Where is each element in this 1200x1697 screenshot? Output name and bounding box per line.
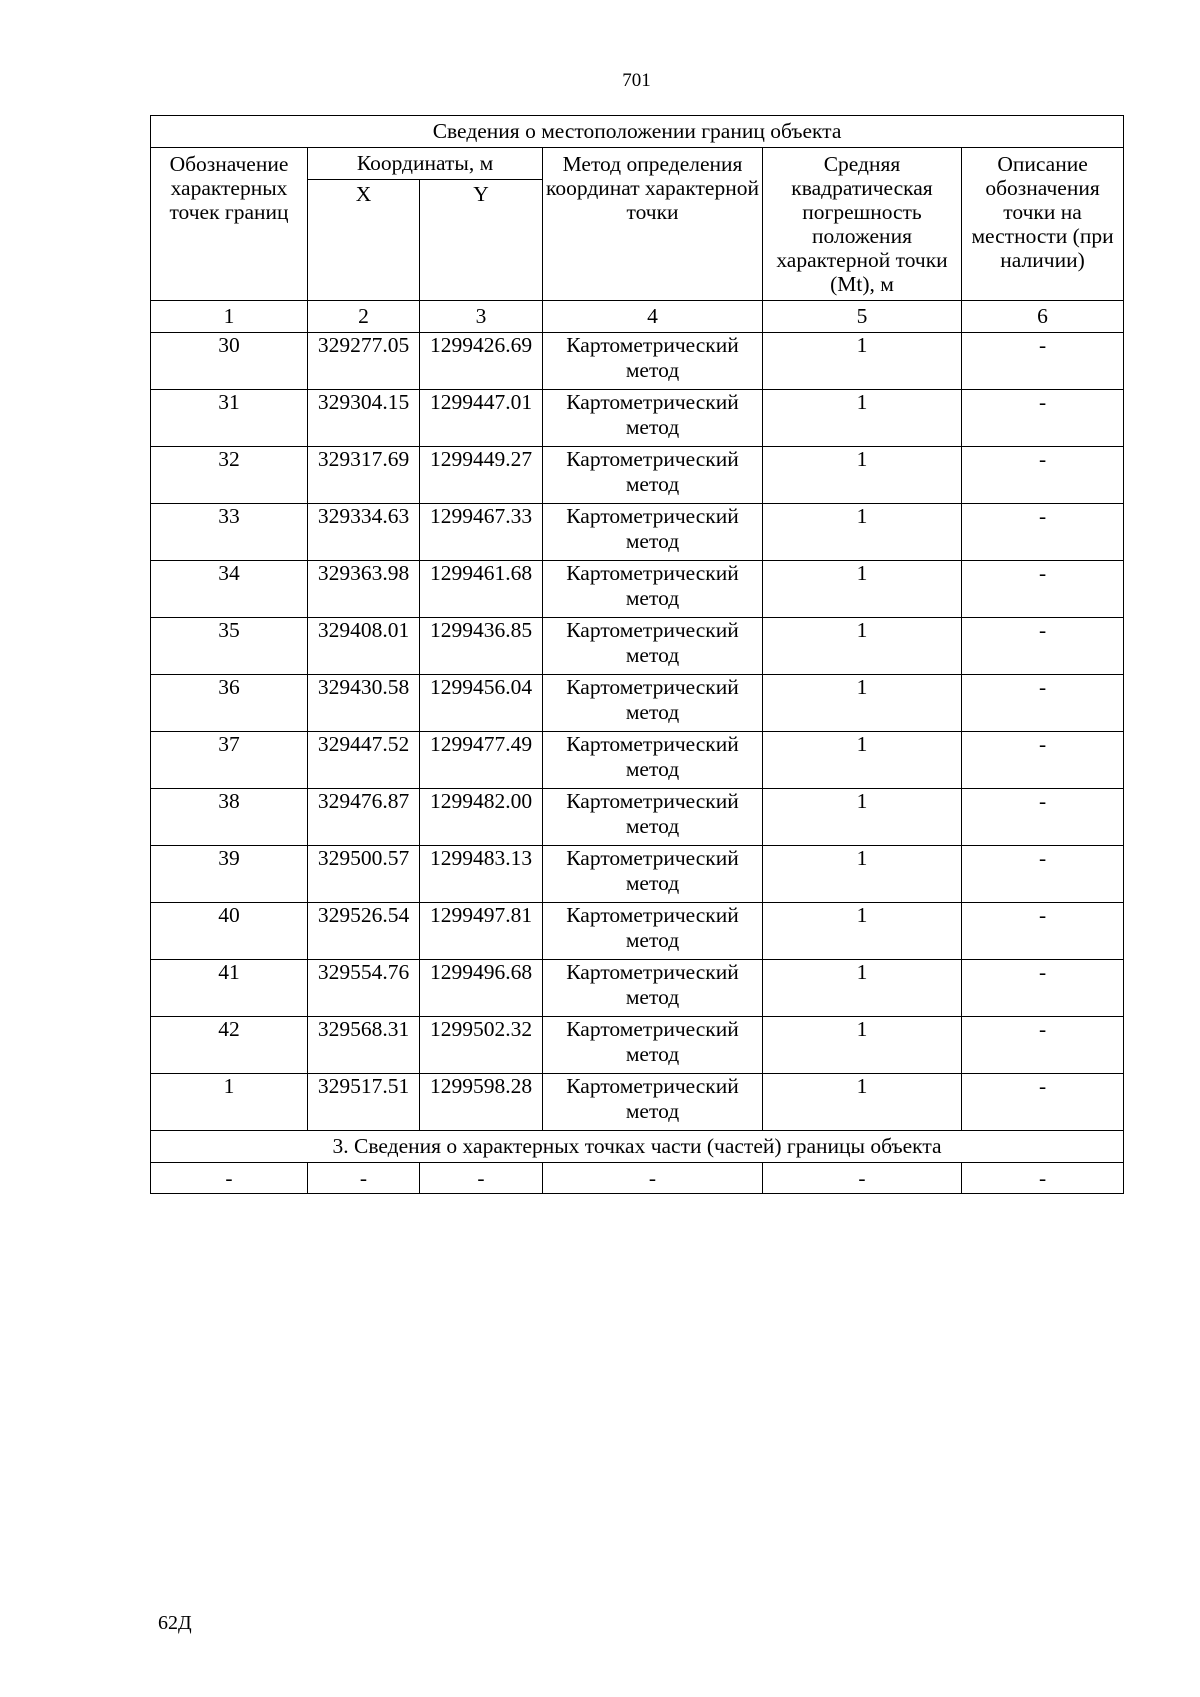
error-cell: 1 <box>763 675 962 732</box>
header-error: Средняя квадратическая погрешность положения характерной точки (Mt), м <box>763 148 962 301</box>
x-coordinate-cell: 329408.01 <box>308 618 420 675</box>
y-coordinate-cell: 1299456.04 <box>420 675 543 732</box>
column-number: 3 <box>420 301 543 333</box>
method-cell: Картометрический метод <box>543 504 763 561</box>
footer-code: 62Д <box>158 1612 192 1634</box>
empty-cell: - <box>151 1163 308 1194</box>
error-cell: 1 <box>763 561 962 618</box>
point-cell: 36 <box>151 675 308 732</box>
y-coordinate-cell: 1299461.68 <box>420 561 543 618</box>
point-cell: 40 <box>151 903 308 960</box>
error-cell: 1 <box>763 447 962 504</box>
point-cell: 41 <box>151 960 308 1017</box>
x-coordinate-cell: 329334.63 <box>308 504 420 561</box>
section-title: 3. Сведения о характерных точках части (частей) границы объекта <box>151 1131 1124 1163</box>
description-cell: - <box>962 390 1124 447</box>
x-coordinate-cell: 329526.54 <box>308 903 420 960</box>
description-cell: - <box>962 675 1124 732</box>
error-cell: 1 <box>763 960 962 1017</box>
description-cell: - <box>962 504 1124 561</box>
table-title-row <box>151 116 1124 148</box>
error-cell: 1 <box>763 732 962 789</box>
point-cell: 33 <box>151 504 308 561</box>
method-cell: Картометрический метод <box>543 903 763 960</box>
error-cell: 1 <box>763 1017 962 1074</box>
error-cell: 1 <box>763 846 962 903</box>
empty-row <box>151 1163 1124 1194</box>
table-title-text: Сведения о местоположении границ объекта <box>432 119 842 143</box>
x-coordinate-cell: 329304.15 <box>308 390 420 447</box>
table-row <box>151 333 1124 390</box>
header-point: Обозначение характерных точек границ <box>151 148 308 301</box>
table-row <box>151 732 1124 789</box>
x-coordinate-cell: 329500.57 <box>308 846 420 903</box>
table-row <box>151 504 1124 561</box>
method-cell: Картометрический метод <box>543 1074 763 1131</box>
description-cell: - <box>962 1074 1124 1131</box>
x-coordinate-cell: 329517.51 <box>308 1074 420 1131</box>
description-cell: - <box>962 618 1124 675</box>
method-cell: Картометрический метод <box>543 333 763 390</box>
method-cell: Картометрический метод <box>543 561 763 618</box>
column-number: 4 <box>543 301 763 333</box>
y-coordinate-cell: 1299482.00 <box>420 789 543 846</box>
description-cell: - <box>962 789 1124 846</box>
error-cell: 1 <box>763 789 962 846</box>
x-coordinate-cell: 329476.87 <box>308 789 420 846</box>
empty-cell: - <box>308 1163 420 1194</box>
y-coordinate-cell: 1299497.81 <box>420 903 543 960</box>
method-cell: Картометрический метод <box>543 1017 763 1074</box>
header-x: X <box>308 180 420 301</box>
header-y: Y <box>420 180 543 301</box>
method-cell: Картометрический метод <box>543 789 763 846</box>
x-coordinate-cell: 329363.98 <box>308 561 420 618</box>
point-cell: 34 <box>151 561 308 618</box>
table-row <box>151 675 1124 732</box>
point-cell: 42 <box>151 1017 308 1074</box>
point-cell: 32 <box>151 447 308 504</box>
y-coordinate-cell: 1299502.32 <box>420 1017 543 1074</box>
error-cell: 1 <box>763 618 962 675</box>
boundary-coordinates-table <box>150 115 1124 1194</box>
empty-cell: - <box>763 1163 962 1194</box>
y-coordinate-cell: 1299467.33 <box>420 504 543 561</box>
point-cell: 1 <box>151 1074 308 1131</box>
error-cell: 1 <box>763 903 962 960</box>
x-coordinate-cell: 329568.31 <box>308 1017 420 1074</box>
method-cell: Картометрический метод <box>543 960 763 1017</box>
description-cell: - <box>962 846 1124 903</box>
description-cell: - <box>962 903 1124 960</box>
table-row <box>151 846 1124 903</box>
error-cell: 1 <box>763 390 962 447</box>
table-row <box>151 1017 1124 1074</box>
point-cell: 31 <box>151 390 308 447</box>
x-coordinate-cell: 329430.58 <box>308 675 420 732</box>
description-cell: - <box>962 447 1124 504</box>
method-cell: Картометрический метод <box>543 618 763 675</box>
x-coordinate-cell: 329277.05 <box>308 333 420 390</box>
y-coordinate-cell: 1299449.27 <box>420 447 543 504</box>
method-cell: Картометрический метод <box>543 390 763 447</box>
error-cell: 1 <box>763 1074 962 1131</box>
method-cell: Картометрический метод <box>543 447 763 504</box>
description-cell: - <box>962 732 1124 789</box>
column-number: 1 <box>151 301 308 333</box>
point-cell: 35 <box>151 618 308 675</box>
method-cell: Картометрический метод <box>543 732 763 789</box>
description-cell: - <box>962 561 1124 618</box>
table-row <box>151 903 1124 960</box>
empty-cell: - <box>962 1163 1124 1194</box>
error-cell: 1 <box>763 333 962 390</box>
y-coordinate-cell: 1299477.49 <box>420 732 543 789</box>
y-coordinate-cell: 1299598.28 <box>420 1074 543 1131</box>
header-method: Метод определения координат характерной точки <box>543 148 763 301</box>
method-cell: Картометрический метод <box>543 846 763 903</box>
y-coordinate-cell: 1299447.01 <box>420 390 543 447</box>
header-description: Описание обозначения точки на местности (при наличии) <box>962 148 1124 301</box>
page-number: 701 <box>622 70 651 91</box>
description-cell: - <box>962 333 1124 390</box>
description-cell: - <box>962 960 1124 1017</box>
y-coordinate-cell: 1299483.13 <box>420 846 543 903</box>
column-number-row <box>151 301 1124 333</box>
table-title <box>151 116 1124 148</box>
x-coordinate-cell: 329447.52 <box>308 732 420 789</box>
x-coordinate-cell: 329317.69 <box>308 447 420 504</box>
table-row <box>151 960 1124 1017</box>
point-cell: 38 <box>151 789 308 846</box>
empty-cell: - <box>543 1163 763 1194</box>
description-cell: - <box>962 1017 1124 1074</box>
method-cell: Картометрический метод <box>543 675 763 732</box>
table-row <box>151 618 1124 675</box>
column-number: 5 <box>763 301 962 333</box>
table-row <box>151 789 1124 846</box>
y-coordinate-cell: 1299436.85 <box>420 618 543 675</box>
x-coordinate-cell: 329554.76 <box>308 960 420 1017</box>
table-row <box>151 561 1124 618</box>
point-cell: 30 <box>151 333 308 390</box>
y-coordinate-cell: 1299426.69 <box>420 333 543 390</box>
empty-cell: - <box>420 1163 543 1194</box>
table-row <box>151 447 1124 504</box>
header-coords: Координаты, м <box>308 148 543 180</box>
point-cell: 37 <box>151 732 308 789</box>
header-row <box>151 148 1124 180</box>
table-row <box>151 1074 1124 1131</box>
column-number: 2 <box>308 301 420 333</box>
error-cell: 1 <box>763 504 962 561</box>
point-cell: 39 <box>151 846 308 903</box>
section-row <box>151 1131 1124 1163</box>
column-number: 6 <box>962 301 1124 333</box>
y-coordinate-cell: 1299496.68 <box>420 960 543 1017</box>
table-row <box>151 390 1124 447</box>
